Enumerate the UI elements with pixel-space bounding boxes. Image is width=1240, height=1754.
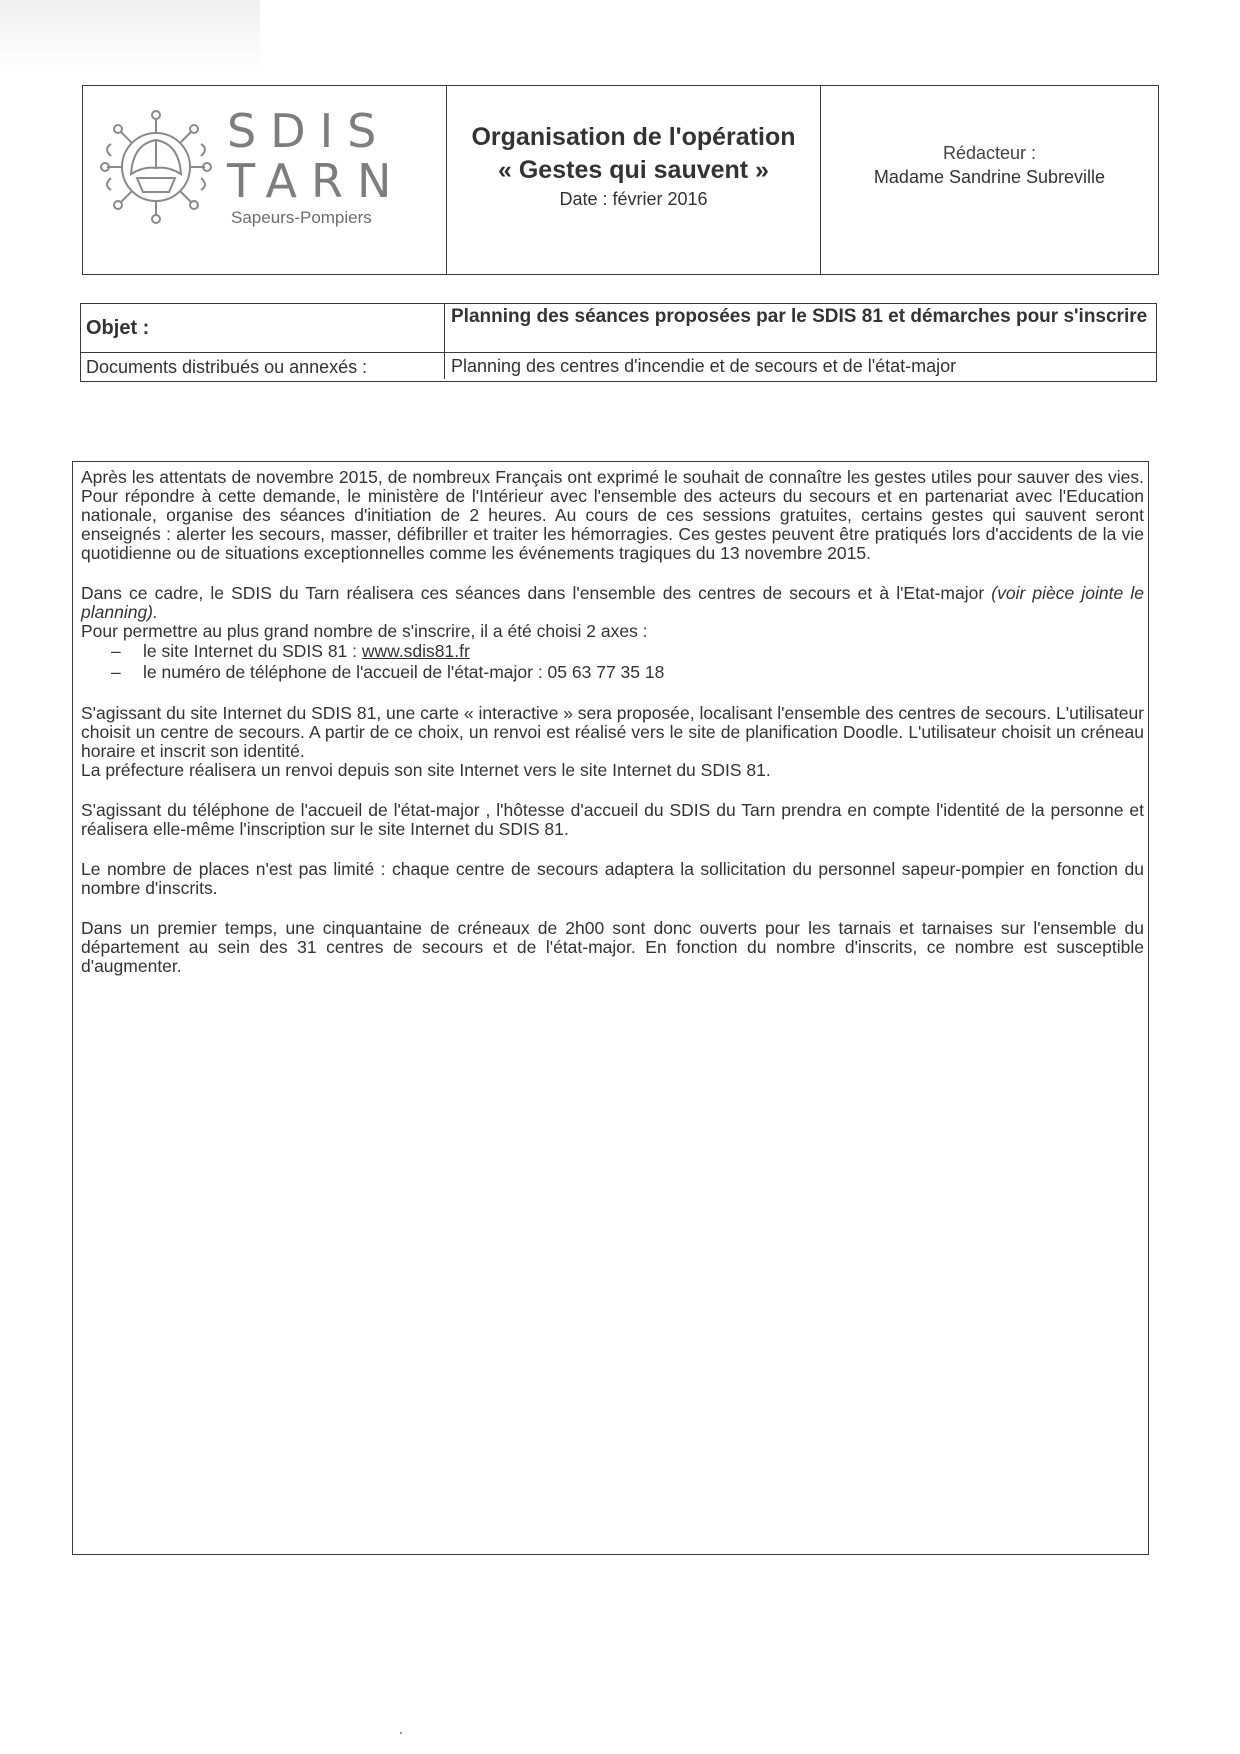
paragraph-slots: Dans un premier temps, une cinquantaine de créneaux de 2h00 sont donc ouverts pour les tarnais et tarnaises sur l'ensemble du département au sein des 31 centres de secours et de l'état-major. En fonction du nombre d'inscrits, ce nombre est susceptible d'augmenter. — [81, 918, 1144, 976]
document-title-line2: « Gestes qui sauvent » — [498, 155, 769, 184]
website-label: le site Internet du SDIS 81 : — [143, 641, 362, 661]
website-link[interactable]: www.sdis81.fr — [361, 641, 470, 661]
documents-value: Planning des centres d'incendie et de secours et de l'état-major — [451, 356, 957, 376]
paragraph-context — [81, 584, 1144, 622]
paragraph-intro: Après les attentats de novembre 2015, de nombreux Français ont exprimé le souhait de connaître les gestes utiles pour sauver des vies. Pour répondre à cette demande, le ministère de l'Intérieur avec l'ensemble des acteurs du secours et en partenariat avec l'Education nationale, organise des séances d'initiation de 2 heures. Au cours de ces sessions gratuites, certains gestes qui sauvent seront enseignés : alerter les secours, masser, défibriller et traiter les hémorragies. Ces gestes peuvent être pratiqués lors d'accidents de la vie quotidienne ou de situations exceptionnelles comme les événements tragiques du 13 novembre 2015. — [81, 467, 1144, 563]
list-item-phone: – le numéro de téléphone de l'accueil de l'état-major : 05 63 77 35 18 — [81, 662, 1144, 683]
logo-text-tarn: TARN — [227, 154, 406, 208]
logo-cell — [83, 86, 447, 274]
document-title-line1: Organisation de l'opération — [471, 122, 796, 151]
documents-row — [81, 352, 1156, 381]
object-row — [81, 304, 1156, 352]
document-date: Date : février 2016 — [559, 188, 708, 209]
paragraph-phone: S'agissant du téléphone de l'accueil de l'état-major , l'hôtesse d'accueil du SDIS du Tarn prendra en compte l'identité de la personne et réalisera elle-même l'inscription sur le site Internet du SDIS 81. — [81, 800, 1144, 839]
logo-text-sdis: SDIS — [227, 104, 391, 158]
documents-label: Documents distribués ou annexés : — [81, 353, 445, 379]
scan-speck — [400, 1732, 402, 1734]
object-table — [80, 303, 1157, 382]
objet-value: Planning des séances proposées par le SDIS 81 et démarches pour s'inscrire — [451, 306, 1148, 327]
scan-shadow — [0, 0, 260, 70]
document-header — [82, 85, 1159, 275]
paragraph-axes: Pour permettre au plus grand nombre de s'inscrire, il a été choisi 2 axes : — [81, 621, 648, 641]
body-content — [72, 461, 1149, 1555]
paragraph-context-text: Dans ce cadre, le SDIS du Tarn réalisera ces séances dans l'ensemble des centres de secours et à l'Etat-major — [81, 583, 992, 603]
paragraph-website: S'agissant du site Internet du SDIS 81, une carte « interactive » sera proposée, localisant l'ensemble des centres de secours. L'utilisateur choisit un centre de secours. A partir de ce choix, un renvoi est réalisé vers le site de planification Doodle. L'utilisateur choisit un créneau horaire et inscrit son identité. — [81, 703, 1144, 761]
paragraph-places: Le nombre de places n'est pas limité : chaque centre de secours adaptera la sollicitation du personnel sapeur-pompier en fonction du nombre d'inscrits. — [81, 859, 1144, 898]
title-cell — [447, 86, 821, 274]
sdis-emblem-icon — [93, 104, 219, 230]
logo-subtitle: Sapeurs-Pompiers — [231, 208, 372, 227]
author-name: Madame Sandrine Subreville — [873, 167, 1106, 187]
list-item-website — [81, 641, 1144, 662]
paragraph-prefecture: La préfecture réalisera un renvoi depuis son site Internet vers le site Internet du SDIS 81. — [81, 760, 771, 780]
objet-label: Objet : — [81, 304, 445, 352]
paragraph-context-note: (voir pièce jointe le planning). — [81, 583, 1144, 622]
axes-list — [81, 641, 1144, 683]
author-cell — [821, 86, 1158, 274]
author-label: Rédacteur : — [942, 143, 1037, 163]
